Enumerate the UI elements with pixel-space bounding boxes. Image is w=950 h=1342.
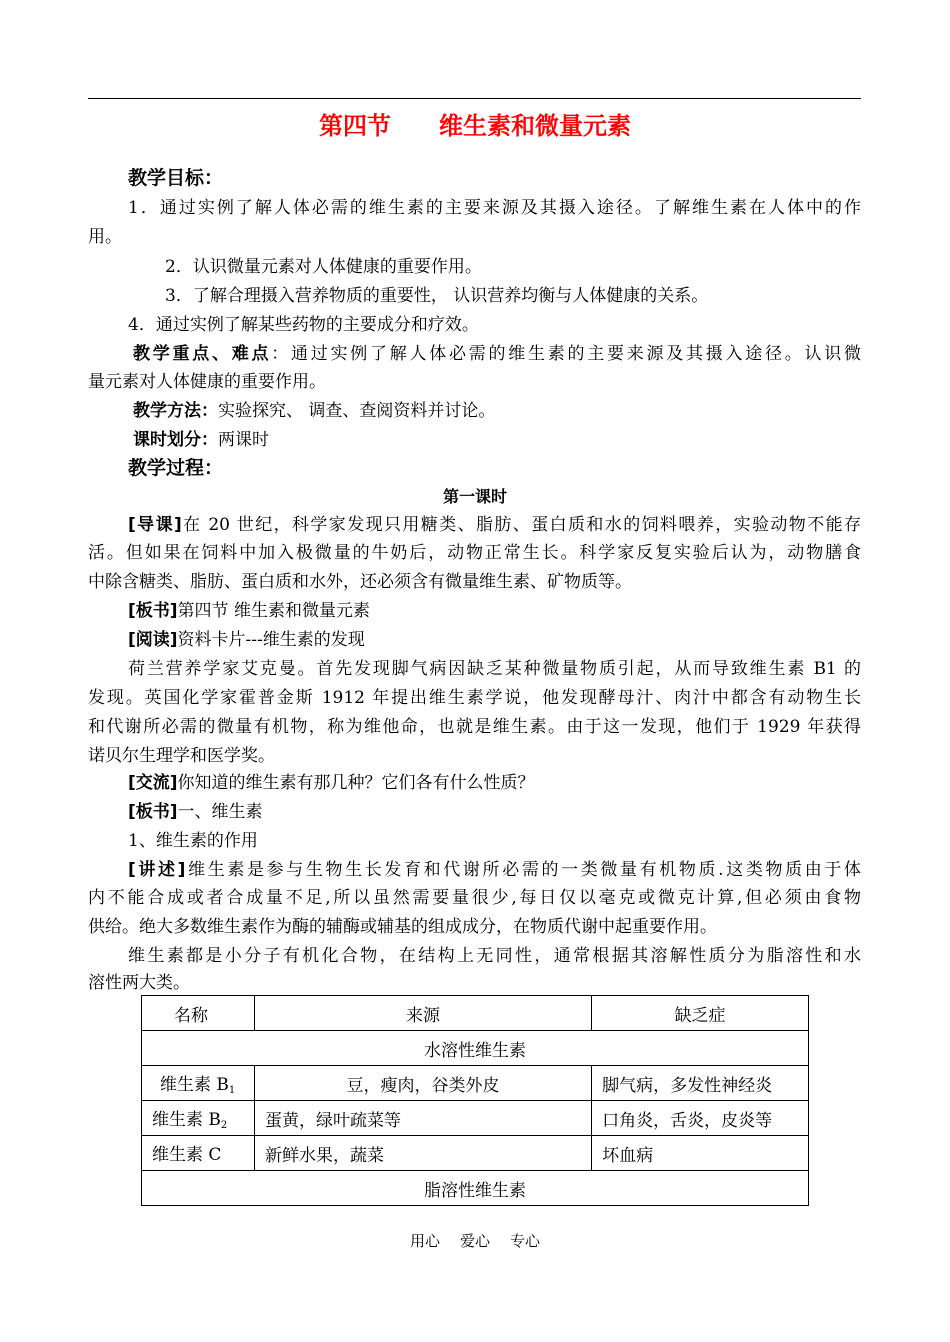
vitamin-deficiency: 坏血病	[592, 1136, 809, 1171]
lesson1-heading: 第一课时	[442, 487, 507, 506]
classification-line2: 溶性两大类。	[88, 973, 190, 993]
reading-line	[128, 625, 901, 655]
water-soluble-label: 水溶性维生素	[142, 1031, 809, 1066]
reading-tag: [阅读]	[128, 630, 178, 650]
objective-1-line2: 用。	[88, 227, 122, 247]
footer-word-3: 专心	[510, 1232, 541, 1250]
key-points-line1	[133, 339, 861, 369]
footer-word-1: 用心	[409, 1232, 440, 1250]
water-soluble-row	[142, 1031, 809, 1066]
lecture-text1: 维生素是参与生物生长发育和代谢所必需的一类微量有机物质.这类物质由于体	[185, 860, 861, 880]
footer-word-2: 爱心	[459, 1232, 490, 1250]
reading-text: 资料卡片---维生素的发现	[177, 630, 365, 650]
classification-line1: 维生素都是小分子有机化合物，在结构上无同性，通常根据其溶解性质分为脂溶性和水	[128, 946, 861, 966]
vitamin-name: 维生素 C	[142, 1136, 255, 1171]
intro-line3: 中除含糖类、脂肪、蛋白质和水外，还必须含有微量维生素、矿物质等。	[88, 572, 632, 592]
key-points-label: 教学重点、难点	[133, 344, 272, 364]
objectives-heading: 教学目标：	[128, 167, 224, 189]
method-text: 实验探究、 调查、查阅资料并讨论。	[218, 401, 496, 421]
section-heading-1: 1、维生素的作用	[128, 831, 258, 851]
method-label: 教学方法：	[133, 401, 218, 421]
header-source: 来源	[254, 996, 591, 1031]
vitamin-source: 新鲜水果，蔬菜	[254, 1136, 591, 1171]
vitamin-name: 维生素 $B_2$	[142, 1101, 255, 1136]
schedule-label: 课时划分：	[133, 430, 218, 450]
table-row	[142, 1101, 809, 1136]
board-text-2: 一、维生素	[177, 802, 263, 822]
board-line-1	[128, 596, 901, 626]
objective-2: 2．认识微量元素对人体健康的重要作用。	[165, 257, 482, 277]
lecture-line2: 内不能合成或者合成量不足,所以虽然需要量很少,每日仅以毫克或微克计算,但必须由食物	[88, 888, 861, 908]
intro-line2: 活。但如果在饲料中加入极微量的牛奶后，动物正常生长。科学家反复实验后认为，动物膳食	[88, 543, 861, 563]
lecture-line1	[128, 855, 861, 885]
title-section: 第四节	[319, 112, 391, 140]
schedule-line	[133, 425, 906, 455]
page-footer	[0, 1230, 950, 1251]
objective-1-line1: 1．通过实例了解人体必需的维生素的主要来源及其摄入途径。了解维生素在人体中的作	[128, 198, 861, 218]
lecture-tag: [讲述]	[128, 860, 186, 880]
title-topic: 维生素和微量元素	[439, 112, 631, 140]
vitamin-deficiency: 脚气病，多发性神经炎	[592, 1066, 809, 1101]
exchange-tag: [交流]	[128, 773, 178, 793]
top-rule	[88, 98, 861, 99]
exchange-line	[128, 768, 901, 798]
intro-text1: 在 20 世纪，科学家发现只用糖类、脂肪、蛋白质和水的饲料喂养，实验动物不能存	[181, 515, 861, 535]
method-line	[133, 396, 906, 426]
objective-3: 3．了解合理摄入营养物质的重要性， 认识营养均衡与人体健康的关系。	[165, 286, 709, 306]
exchange-text: 你知道的维生素有那几种？它们各有什么性质？	[177, 773, 535, 793]
fat-soluble-label: 脂溶性维生素	[142, 1171, 809, 1206]
intro-tag: [导课]	[128, 515, 182, 535]
discovery-line4: 诺贝尔生理学和医学奖。	[88, 746, 275, 766]
schedule-text: 两课时	[218, 430, 269, 450]
board-tag-2: [板书]	[128, 802, 178, 822]
vitamin-source: 蛋黄，绿叶疏菜等	[254, 1101, 591, 1136]
key-points-text1: ：通过实例了解人体必需的维生素的主要来源及其摄入途径。认识微	[271, 344, 861, 364]
discovery-line3: 和代谢所必需的微量有机物，称为维他命，也就是维生素。由于这一发现，他们于 1929 年获得	[88, 717, 861, 737]
table-row	[142, 1136, 809, 1171]
intro-line1	[128, 510, 861, 540]
lecture-line3: 供给。绝大多数维生素作为酶的辅酶或辅基的组成成分，在物质代谢中起重要作用。	[88, 917, 717, 937]
fat-soluble-row	[142, 1171, 809, 1206]
vitamin-deficiency: 口角炎，舌炎，皮炎等	[592, 1101, 809, 1136]
vitamin-name: 维生素 $B_1$	[142, 1066, 255, 1101]
page-title	[0, 106, 950, 141]
objective-4: 4．通过实例了解某些药物的主要成分和疗效。	[128, 315, 479, 335]
discovery-line2: 发现。英国化学家霍普金斯 1912 年提出维生素学说，他发现酵母汁、肉汁中都含有动物生长	[88, 688, 861, 708]
key-points-line2: 量元素对人体健康的重要作用。	[88, 372, 326, 392]
board-line-2	[128, 797, 901, 827]
table-row	[142, 1066, 809, 1101]
header-deficiency: 缺乏症	[592, 996, 809, 1031]
process-heading: 教学过程：	[128, 457, 224, 479]
header-name: 名称	[142, 996, 255, 1031]
board-text-1: 第四节 维生素和微量元素	[177, 601, 370, 621]
board-tag-1: [板书]	[128, 601, 178, 621]
vitamin-table	[141, 995, 809, 1206]
discovery-line1: 荷兰营养学家艾克曼。首先发现脚气病因缺乏某种微量物质引起，从而导致维生素 B1 的	[128, 659, 861, 679]
vitamin-source: 豆，瘦肉，谷类外皮	[254, 1066, 591, 1101]
table-header-row	[142, 996, 809, 1031]
